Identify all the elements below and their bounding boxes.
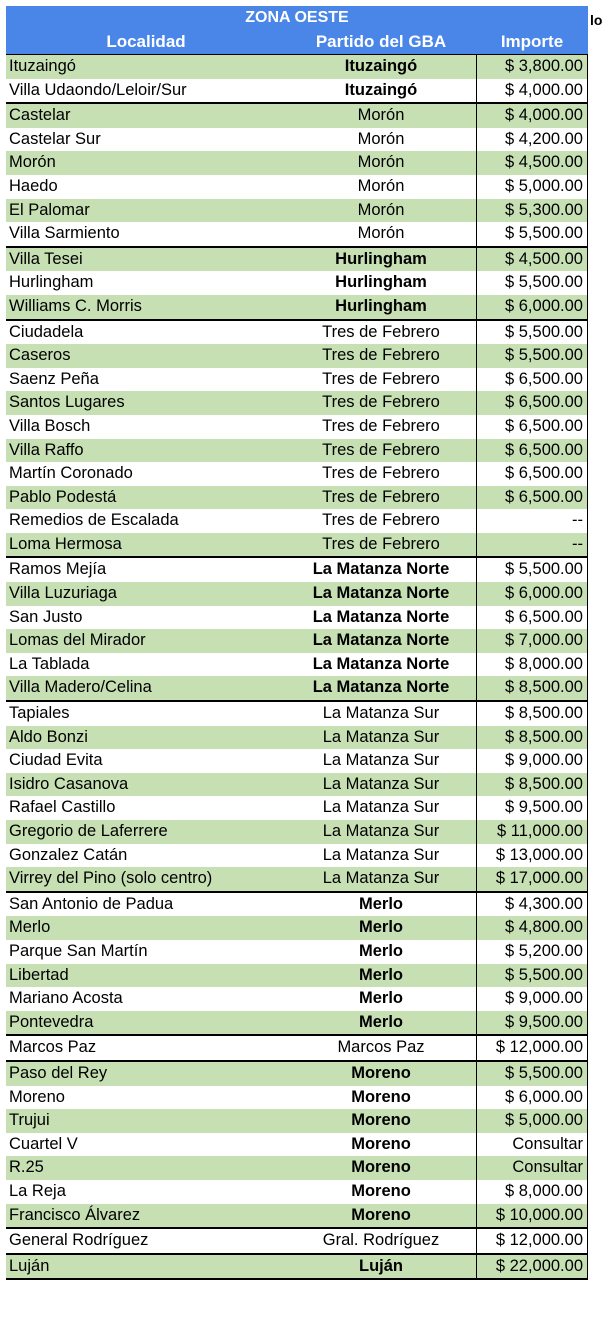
cell-partido[interactable]: Luján bbox=[359, 1256, 403, 1275]
cell-importe[interactable]: $ 9,500.00 bbox=[476, 1011, 588, 1035]
table-row bbox=[6, 916, 588, 940]
table-row bbox=[6, 271, 588, 295]
cell-localidad[interactable]: La Tablada bbox=[9, 654, 90, 673]
table-row bbox=[6, 700, 588, 726]
cell-partido[interactable]: La Matanza Sur bbox=[322, 751, 440, 770]
cell-localidad[interactable]: Aldo Bonzi bbox=[9, 727, 88, 746]
table-row bbox=[6, 79, 588, 103]
cell-importe[interactable]: $ 4,500.00 bbox=[476, 151, 588, 175]
cell-importe[interactable]: $ 5,500.00 bbox=[476, 344, 588, 368]
cell-partido[interactable]: Tres de Febrero bbox=[322, 369, 440, 388]
table-row bbox=[6, 844, 588, 868]
cell-localidad[interactable]: Virrey del Pino (solo centro) bbox=[9, 869, 213, 888]
cell-importe[interactable]: $ 13,000.00 bbox=[476, 844, 588, 868]
cell-localidad[interactable]: Remedios de Escalada bbox=[9, 511, 179, 530]
cell-importe[interactable]: $ 9,000.00 bbox=[476, 749, 588, 773]
table-row bbox=[6, 606, 588, 630]
cell-importe[interactable]: $ 12,000.00 bbox=[476, 1229, 588, 1253]
table-body bbox=[6, 54, 588, 1280]
cell-importe[interactable]: $ 5,500.00 bbox=[476, 558, 588, 582]
cell-importe[interactable]: $ 8,000.00 bbox=[476, 653, 588, 677]
cell-importe[interactable]: $ 6,000.00 bbox=[476, 582, 588, 606]
cell-importe[interactable]: $ 5,500.00 bbox=[476, 1062, 588, 1086]
table-row bbox=[6, 773, 588, 797]
cell-partido[interactable]: La Matanza Norte bbox=[312, 678, 450, 697]
table-row bbox=[6, 653, 588, 677]
cell-localidad[interactable]: Luján bbox=[9, 1256, 50, 1275]
table-row bbox=[6, 151, 588, 175]
cell-partido[interactable]: Hurlingham bbox=[335, 249, 427, 268]
table-row bbox=[6, 749, 588, 773]
cell-partido[interactable]: La Matanza Sur bbox=[322, 727, 440, 746]
cell-partido[interactable]: La Matanza Norte bbox=[312, 560, 450, 579]
cell-importe[interactable]: $ 5,500.00 bbox=[476, 271, 588, 295]
cell-importe[interactable]: $ 8,500.00 bbox=[476, 702, 588, 726]
table-row bbox=[6, 439, 588, 463]
cell-importe[interactable]: $ 5,000.00 bbox=[476, 175, 588, 199]
cell-localidad[interactable]: Villa Sarmiento bbox=[9, 224, 120, 243]
cell-partido[interactable]: Ituzaingó bbox=[344, 57, 418, 75]
cell-partido[interactable]: Tres de Febrero bbox=[322, 534, 440, 553]
cell-localidad[interactable]: Pontevedra bbox=[9, 1012, 94, 1031]
cell-importe[interactable]: $ 4,000.00 bbox=[476, 79, 588, 103]
cell-partido[interactable]: Merlo bbox=[358, 1012, 403, 1031]
cell-importe[interactable]: $ 6,000.00 bbox=[476, 295, 588, 319]
table-row bbox=[6, 1156, 588, 1180]
cell-localidad[interactable]: Gregorio de Laferrere bbox=[9, 822, 168, 840]
table-row bbox=[6, 726, 588, 750]
cell-partido[interactable]: Tres de Febrero bbox=[322, 393, 440, 412]
cell-localidad[interactable]: Haedo bbox=[9, 176, 58, 195]
cell-localidad[interactable]: Rafael Castillo bbox=[9, 798, 116, 817]
header-importe[interactable]: Importe bbox=[500, 32, 564, 51]
cell-partido[interactable]: Tres de Febrero bbox=[322, 487, 440, 506]
cell-localidad[interactable]: Parque San Martín bbox=[9, 941, 148, 960]
table-row bbox=[6, 128, 588, 152]
table-row bbox=[6, 1034, 588, 1060]
cell-localidad[interactable]: Villa Madero/Celina bbox=[9, 678, 152, 697]
table-row bbox=[6, 462, 588, 486]
cell-partido[interactable]: La Matanza Sur bbox=[322, 704, 440, 723]
cell-partido[interactable]: Tres de Febrero bbox=[322, 440, 440, 459]
table-row bbox=[6, 1253, 588, 1279]
cell-localidad[interactable]: Moreno bbox=[9, 1087, 65, 1106]
table-row bbox=[6, 1227, 588, 1253]
cell-localidad[interactable]: Francisco Álvarez bbox=[9, 1205, 141, 1224]
cell-partido[interactable]: Morón bbox=[357, 106, 405, 125]
cell-localidad[interactable]: Tapiales bbox=[9, 704, 70, 723]
cell-importe[interactable]: $ 6,500.00 bbox=[476, 391, 588, 415]
cell-importe[interactable]: -- bbox=[476, 509, 588, 533]
cell-importe[interactable]: $ 6,500.00 bbox=[476, 462, 588, 486]
cell-localidad[interactable]: Castelar Sur bbox=[9, 129, 101, 148]
table-row bbox=[6, 1180, 588, 1204]
cell-partido[interactable]: La Matanza Norte bbox=[312, 631, 450, 650]
cell-partido[interactable]: Merlo bbox=[358, 965, 403, 984]
cell-localidad[interactable]: Paso del Rey bbox=[9, 1063, 108, 1082]
cell-partido[interactable]: La Matanza Sur bbox=[322, 869, 440, 888]
table-row bbox=[6, 629, 588, 653]
table-row bbox=[6, 319, 588, 345]
cell-partido[interactable]: Merlo bbox=[358, 918, 403, 937]
cell-partido[interactable]: Tres de Febrero bbox=[322, 322, 440, 341]
cell-partido[interactable]: Merlo bbox=[358, 941, 403, 960]
cell-partido[interactable]: La Matanza Sur bbox=[322, 774, 440, 793]
cell-localidad[interactable]: Loma Hermosa bbox=[9, 534, 122, 553]
cell-localidad[interactable]: Villa Udaondo/Leloir/Sur bbox=[9, 80, 187, 99]
table-row bbox=[6, 676, 588, 700]
cell-localidad[interactable]: General Rodríguez bbox=[9, 1231, 149, 1250]
cell-localidad[interactable]: San Justo bbox=[9, 607, 83, 626]
table-row bbox=[6, 509, 588, 533]
cell-partido[interactable]: Merlo bbox=[358, 989, 403, 1008]
table-row bbox=[6, 199, 588, 223]
cell-importe[interactable]: $ 4,200.00 bbox=[476, 128, 588, 152]
cell-partido[interactable]: Morón bbox=[357, 176, 405, 195]
cell-importe[interactable]: $ 22,000.00 bbox=[476, 1255, 588, 1279]
table-row bbox=[6, 344, 588, 368]
table-row bbox=[6, 246, 588, 272]
cell-localidad[interactable]: Martín Coronado bbox=[9, 464, 133, 483]
table-row bbox=[6, 796, 588, 820]
table-row bbox=[6, 222, 588, 246]
cell-importe[interactable]: $ 6,500.00 bbox=[476, 415, 588, 439]
cell-partido[interactable]: La Matanza Sur bbox=[322, 845, 440, 864]
cell-partido[interactable]: Hurlingham bbox=[335, 296, 427, 315]
cell-localidad[interactable]: Libertad bbox=[9, 965, 69, 984]
cell-localidad[interactable]: Ramos Mejía bbox=[9, 560, 107, 579]
cell-partido[interactable]: Moreno bbox=[351, 1181, 411, 1200]
cell-importe[interactable]: $ 4,800.00 bbox=[476, 916, 588, 940]
cell-localidad[interactable]: Ciudad Evita bbox=[9, 751, 103, 770]
cell-importe[interactable]: $ 9,500.00 bbox=[476, 796, 588, 820]
header-partido[interactable]: Partido del GBA bbox=[315, 32, 447, 51]
cell-partido[interactable]: Tres de Febrero bbox=[322, 464, 440, 483]
cell-partido[interactable]: Tres de Febrero bbox=[322, 416, 440, 435]
cell-partido[interactable]: Moreno bbox=[351, 1134, 411, 1153]
cell-partido[interactable]: Ituzaingó bbox=[344, 80, 418, 99]
cell-importe[interactable]: $ 8,500.00 bbox=[476, 726, 588, 750]
table-row bbox=[6, 940, 588, 964]
table-row bbox=[6, 102, 588, 128]
cell-localidad[interactable]: Marcos Paz bbox=[9, 1038, 97, 1057]
cell-importe[interactable]: $ 10,000.00 bbox=[476, 1204, 588, 1228]
table-row bbox=[6, 533, 588, 557]
cell-localidad[interactable]: Ituzaingó bbox=[9, 57, 76, 75]
cell-importe[interactable]: $ 17,000.00 bbox=[476, 867, 588, 891]
table-row bbox=[6, 391, 588, 415]
cell-importe[interactable]: Consultar bbox=[476, 1156, 588, 1180]
cell-importe[interactable]: $ 6,500.00 bbox=[476, 606, 588, 630]
cell-localidad[interactable]: Pablo Podestá bbox=[9, 487, 117, 506]
cell-partido[interactable]: La Matanza Sur bbox=[322, 798, 440, 817]
cell-importe[interactable]: $ 6,500.00 bbox=[476, 439, 588, 463]
table-row bbox=[6, 987, 588, 1011]
cell-localidad[interactable]: Saenz Peña bbox=[9, 369, 99, 388]
cell-importe[interactable]: $ 11,000.00 bbox=[476, 820, 588, 844]
cell-partido[interactable]: La Matanza Norte bbox=[312, 607, 450, 626]
cell-localidad[interactable]: Ciudadela bbox=[9, 322, 84, 341]
cell-partido[interactable]: Morón bbox=[357, 224, 405, 243]
cell-localidad[interactable]: Villa Luzuriaga bbox=[9, 584, 117, 603]
cell-localidad[interactable]: R.25 bbox=[9, 1158, 44, 1177]
cell-importe[interactable]: $ 6,500.00 bbox=[476, 368, 588, 392]
cell-importe[interactable]: $ 5,000.00 bbox=[476, 1109, 588, 1133]
cell-localidad[interactable]: El Palomar bbox=[9, 200, 90, 219]
table-row bbox=[6, 1011, 588, 1035]
table-row bbox=[6, 175, 588, 199]
cell-partido[interactable]: Moreno bbox=[351, 1158, 411, 1177]
cell-localidad[interactable]: Lomas del Mirador bbox=[9, 631, 146, 650]
cell-partido[interactable]: La Matanza Sur bbox=[322, 822, 440, 840]
cell-importe[interactable]: $ 4,000.00 bbox=[476, 104, 588, 128]
table-row bbox=[6, 964, 588, 988]
table-row bbox=[6, 415, 588, 439]
cell-partido[interactable]: Moreno bbox=[351, 1205, 411, 1224]
table-row bbox=[6, 820, 588, 844]
table-row bbox=[6, 54, 588, 79]
cell-partido[interactable]: Tres de Febrero bbox=[322, 511, 440, 530]
cell-importe[interactable]: $ 5,500.00 bbox=[476, 321, 588, 345]
cell-partido[interactable]: Merlo bbox=[358, 894, 403, 913]
cell-importe[interactable]: -- bbox=[476, 533, 588, 557]
table-row bbox=[6, 867, 588, 891]
cell-partido[interactable]: Morón bbox=[357, 153, 405, 172]
cell-importe[interactable]: $ 9,000.00 bbox=[476, 987, 588, 1011]
table-row bbox=[6, 556, 588, 582]
header-row bbox=[6, 30, 588, 54]
cell-localidad[interactable]: Cuartel V bbox=[9, 1134, 78, 1153]
table-row bbox=[6, 368, 588, 392]
cell-partido[interactable]: Morón bbox=[357, 129, 405, 148]
table-row bbox=[6, 1109, 588, 1133]
table-row bbox=[6, 1060, 588, 1086]
cell-importe[interactable]: $ 7,000.00 bbox=[476, 629, 588, 653]
cell-localidad[interactable]: Caseros bbox=[9, 346, 71, 365]
cell-localidad[interactable]: Mariano Acosta bbox=[9, 989, 123, 1008]
cell-localidad[interactable]: Merlo bbox=[9, 918, 51, 937]
adjacent-column-label: lo bbox=[590, 12, 603, 28]
cell-localidad[interactable]: La Reja bbox=[9, 1181, 66, 1200]
spreadsheet bbox=[6, 6, 588, 1280]
cell-localidad[interactable]: San Antonio de Padua bbox=[9, 894, 174, 913]
cell-partido[interactable]: Tres de Febrero bbox=[322, 346, 440, 365]
cell-importe[interactable]: $ 4,500.00 bbox=[476, 248, 588, 272]
cell-localidad[interactable]: Morón bbox=[9, 153, 56, 172]
cell-importe[interactable]: $ 5,200.00 bbox=[476, 940, 588, 964]
cell-partido[interactable]: La Matanza Norte bbox=[312, 584, 450, 603]
cell-importe[interactable]: $ 6,000.00 bbox=[476, 1086, 588, 1110]
header-localidad[interactable]: Localidad bbox=[106, 32, 186, 51]
cell-importe[interactable]: $ 4,300.00 bbox=[476, 893, 588, 917]
cell-localidad[interactable]: Trujui bbox=[9, 1111, 50, 1130]
cell-importe[interactable]: $ 5,500.00 bbox=[476, 964, 588, 988]
table-row bbox=[6, 891, 588, 917]
cell-importe[interactable]: $ 8,500.00 bbox=[476, 676, 588, 700]
cell-partido[interactable]: Hurlingham bbox=[335, 273, 427, 292]
table-row bbox=[6, 295, 588, 319]
cell-partido[interactable]: Moreno bbox=[351, 1111, 411, 1130]
cell-partido[interactable]: Moreno bbox=[351, 1087, 411, 1106]
cell-localidad[interactable]: Santos Lugares bbox=[9, 393, 125, 412]
table-row bbox=[6, 486, 588, 510]
cell-importe[interactable]: $ 3,800.00 bbox=[476, 55, 588, 79]
cell-localidad[interactable]: Castelar bbox=[9, 106, 71, 125]
table-row bbox=[6, 1133, 588, 1157]
cell-importe[interactable]: $ 8,000.00 bbox=[476, 1180, 588, 1204]
table-row bbox=[6, 1086, 588, 1110]
cell-partido[interactable]: Gral. Rodríguez bbox=[322, 1231, 440, 1250]
cell-localidad[interactable]: Williams C. Morris bbox=[9, 296, 142, 315]
cell-importe[interactable]: $ 5,500.00 bbox=[476, 222, 588, 246]
cell-importe[interactable]: $ 6,500.00 bbox=[476, 486, 588, 510]
cell-partido[interactable]: Marcos Paz bbox=[337, 1038, 425, 1057]
cell-importe[interactable]: Consultar bbox=[476, 1133, 588, 1157]
table-row bbox=[6, 1204, 588, 1228]
cell-partido[interactable]: Morón bbox=[357, 200, 405, 219]
zone-title: ZONA OESTE bbox=[6, 6, 588, 30]
cell-localidad[interactable]: Villa Tesei bbox=[9, 249, 83, 268]
cell-partido[interactable]: La Matanza Norte bbox=[312, 654, 450, 673]
cell-importe[interactable]: $ 12,000.00 bbox=[476, 1036, 588, 1060]
table-row bbox=[6, 582, 588, 606]
cell-localidad[interactable]: Isidro Casanova bbox=[9, 774, 129, 793]
cell-localidad[interactable]: Villa Raffo bbox=[9, 440, 84, 459]
cell-partido[interactable]: Moreno bbox=[351, 1063, 411, 1082]
cell-importe[interactable]: $ 5,300.00 bbox=[476, 199, 588, 223]
cell-localidad[interactable]: Villa Bosch bbox=[9, 416, 91, 435]
cell-localidad[interactable]: Hurlingham bbox=[9, 273, 94, 292]
cell-importe[interactable]: $ 8,500.00 bbox=[476, 773, 588, 797]
cell-localidad[interactable]: Gonzalez Catán bbox=[9, 845, 128, 864]
